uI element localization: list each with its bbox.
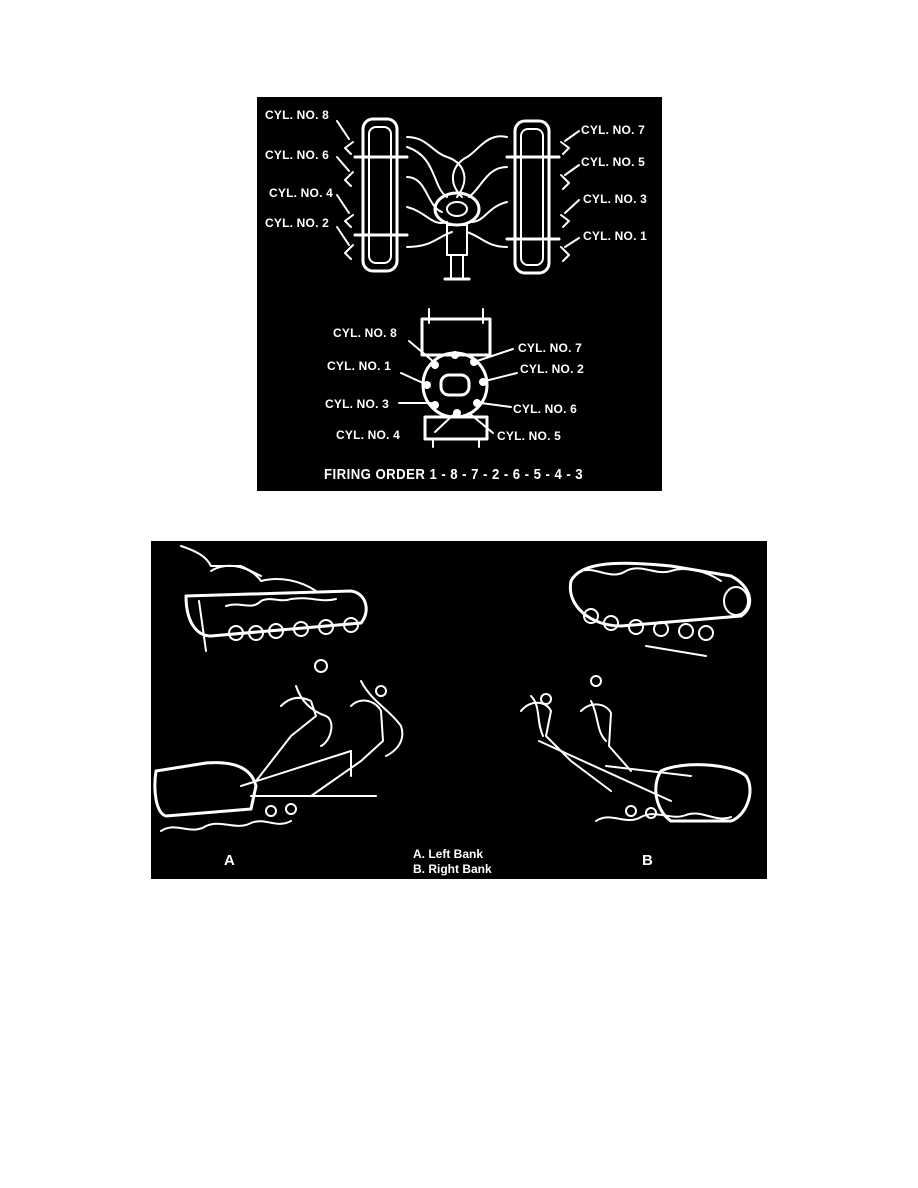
label-pump-cyl-2: CYL. NO. 2 bbox=[520, 362, 585, 376]
label-pump-cyl-1: CYL. NO. 1 bbox=[327, 359, 392, 373]
label-top-cyl-1: CYL. NO. 1 bbox=[583, 229, 648, 243]
label-pump-cyl-8: CYL. NO. 8 bbox=[333, 326, 398, 340]
legend-left-bank: A. Left Bank bbox=[413, 847, 484, 861]
right-bank-line-routing bbox=[521, 676, 750, 821]
label-top-cyl-7: CYL. NO. 7 bbox=[581, 123, 646, 137]
pump-body bbox=[422, 319, 490, 355]
fuel-line-routing-drawing bbox=[151, 541, 767, 879]
left-bank-engine-upper-sketch bbox=[181, 546, 366, 651]
label-top-cyl-5: CYL. NO. 5 bbox=[581, 155, 646, 169]
label-pump-cyl-4: CYL. NO. 4 bbox=[336, 428, 401, 442]
label-pump-cyl-5: CYL. NO. 5 bbox=[497, 429, 562, 443]
legend-right-bank: B. Right Bank bbox=[413, 862, 492, 876]
label-pump-cyl-7: CYL. NO. 7 bbox=[518, 341, 583, 355]
label-pump-cyl-3: CYL. NO. 3 bbox=[325, 397, 390, 411]
fuel-line-bank-diagram bbox=[151, 541, 767, 879]
label-top-cyl-3: CYL. NO. 3 bbox=[583, 192, 648, 206]
label-a: A bbox=[224, 852, 235, 869]
label-top-cyl-4: CYL. NO. 4 bbox=[269, 186, 334, 200]
firing-order-diagram bbox=[257, 97, 662, 491]
left-bank-line-routing bbox=[155, 660, 402, 831]
firing-order-text: FIRING ORDER 1 - 8 - 7 - 2 - 6 - 5 - 4 - 3 bbox=[324, 466, 584, 483]
label-top-cyl-2: CYL. NO. 2 bbox=[265, 216, 330, 230]
label-top-cyl-6: CYL. NO. 6 bbox=[265, 148, 330, 162]
right-bank-engine-upper-sketch bbox=[570, 563, 749, 656]
label-b: B bbox=[642, 852, 653, 869]
label-pump-cyl-6: CYL. NO. 6 bbox=[513, 402, 578, 416]
label-top-cyl-8: CYL. NO. 8 bbox=[265, 108, 330, 122]
